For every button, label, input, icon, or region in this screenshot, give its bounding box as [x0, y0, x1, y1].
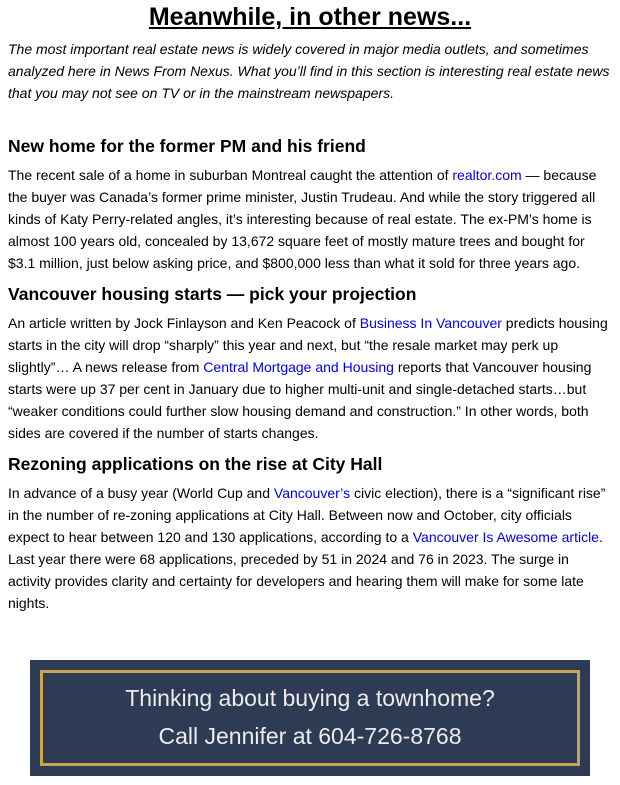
text-run: An article written by Jock Finlayson and Ken Peacock of: [8, 315, 360, 331]
ad-banner[interactable]: [30, 660, 590, 776]
news-section: [8, 452, 612, 614]
business-in-vancouver-link[interactable]: Business In Vancouver: [359, 315, 502, 331]
news-section: [8, 282, 612, 444]
section-paragraph: [8, 164, 612, 274]
text-run: — because the buyer was Canada’s former prime minister, Justin Trudeau. And while the story triggered all kinds of Katy Perry-related angles, it’s interesting because of real estate. The ex-PM’s home is almost 100 years old, concealed by 13,672 square feet of mostly mature trees and bought for $3.1 million, just below asking price, and $800,000 less than what it sold for three years ago.: [8, 167, 597, 271]
text-run: In advance of a busy year (World Cup and: [8, 485, 274, 501]
section-paragraph: [8, 482, 612, 614]
news-sections: [8, 134, 612, 614]
text-run: predicts housing starts in the city will drop “sharply” this year and next, but “the resale market may perk up slightly”… A news release from: [8, 315, 608, 375]
text-run: The recent sale of a home in suburban Montreal caught the attention of: [8, 167, 453, 183]
text-run: . Last year there were 68 applications, preceded by 51 in 2024 and 76 in 2023. The surge in activity provides clarity and certainty for developers and hearing them will make for some late nights.: [8, 529, 603, 611]
ad-banner-gold-frame: [40, 670, 580, 766]
page-title: Meanwhile, in other news...: [148, 3, 472, 31]
section-heading: New home for the former PM and his friend: [8, 136, 366, 156]
intro-paragraph: The most important real estate news is widely covered in major media outlets, and sometimes analyzed here in News From Nexus. What you’ll find in this section is interesting real estate news that you may not see on TV or in the mainstream newspapers.: [8, 41, 610, 101]
section-heading: Vancouver housing starts — pick your projection: [8, 284, 417, 304]
realtor-com-link[interactable]: realtor.com: [452, 167, 522, 183]
vancouver-is-awesome-article-link[interactable]: Vancouver Is Awesome article: [412, 529, 599, 545]
text-run: civic election), there is a “significant rise” in the number of re-zoning applications at City Hall. Between now and October, city officials expect to hear between 120 and 130 applications, according to a: [8, 485, 606, 545]
news-section: [8, 134, 612, 274]
ad-banner-line1: Thinking about buying a townhome?: [125, 685, 495, 711]
central-mortgage-and-housing-link[interactable]: Central Mortgage and Housing: [203, 359, 394, 375]
vancouvers-link[interactable]: Vancouver’s: [273, 485, 351, 501]
section-heading: Rezoning applications on the rise at City Hall: [8, 454, 383, 474]
ad-banner-line2: Call Jennifer at 604-726-8768: [158, 723, 462, 749]
text-run: reports that Vancouver housing starts were up 37 per cent in January due to higher multi-unit and single-detached starts…but “weaker conditions could further slow housing demand and construction.” In other words, both sides are covered if the number of starts changes.: [8, 359, 592, 441]
section-paragraph: [8, 312, 612, 444]
